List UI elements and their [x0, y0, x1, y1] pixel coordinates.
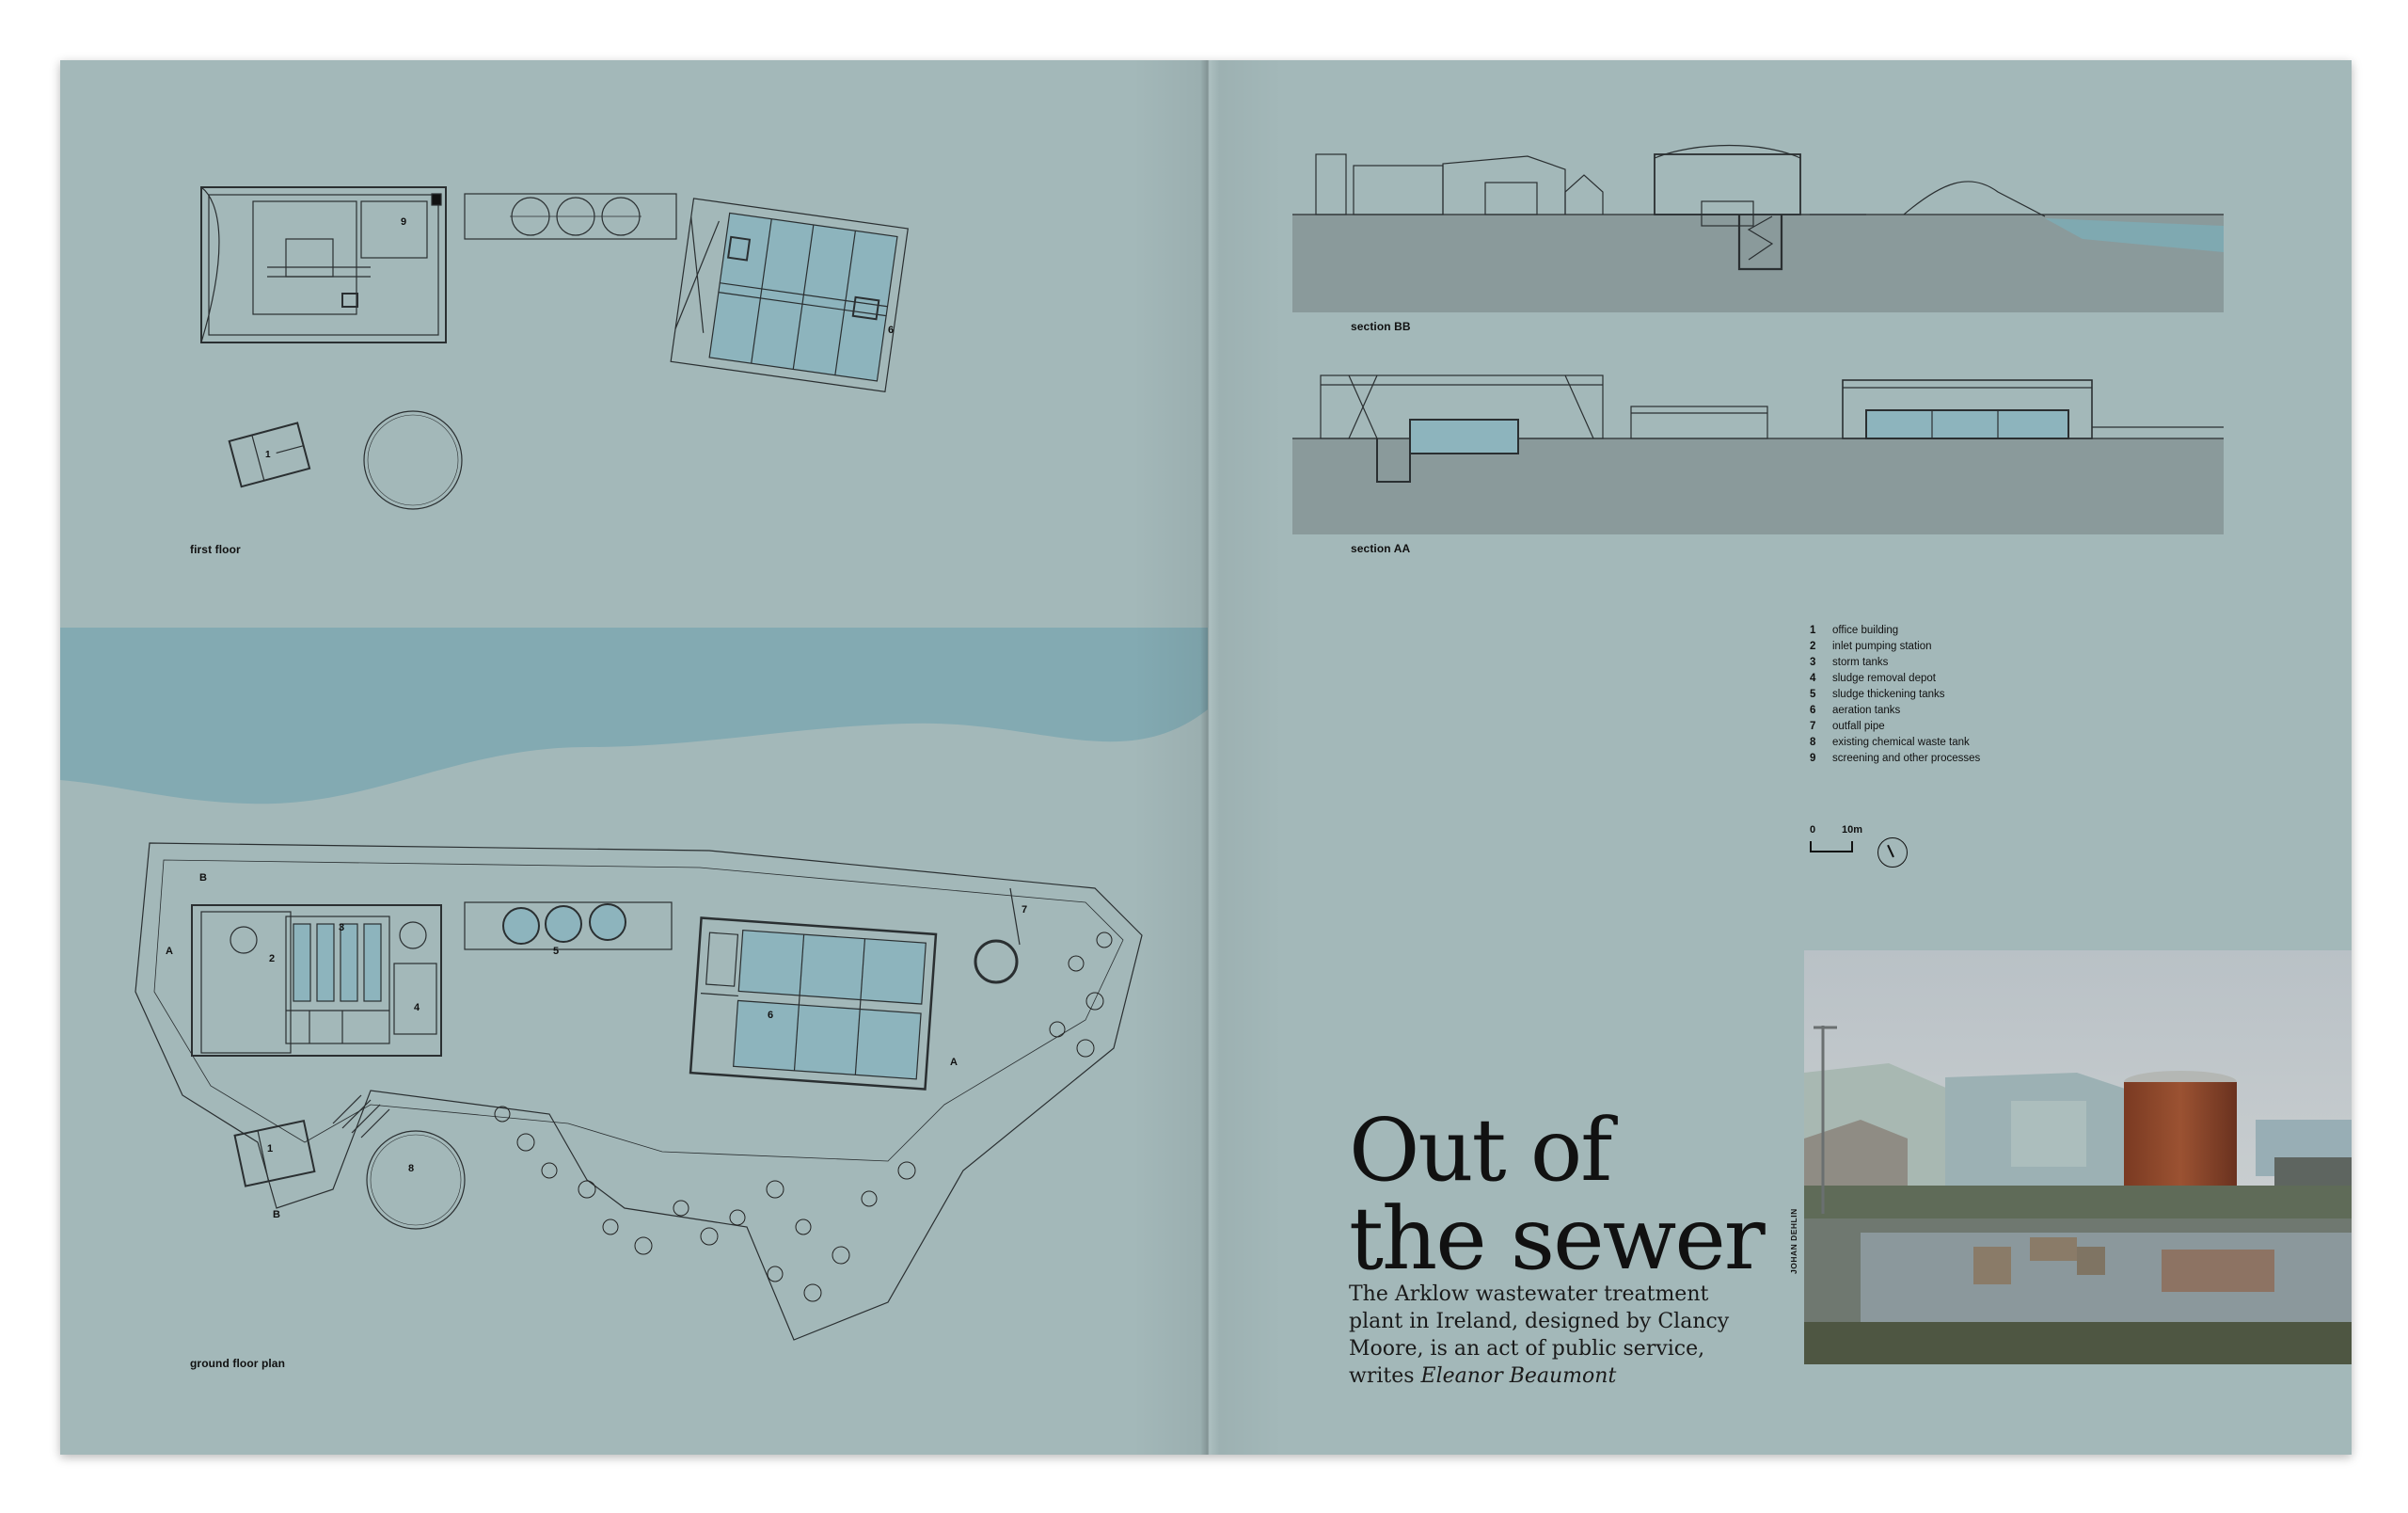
legend-label: aeration tanks	[1832, 705, 1901, 716]
legend-number: 6	[1810, 705, 1816, 716]
ground-floor-caption: ground floor plan	[190, 1357, 286, 1370]
scale-zero-label: 0	[1810, 824, 1816, 836]
photo-credit: JOHAN DEHLIN	[1789, 1208, 1798, 1274]
legend-item	[1810, 703, 1988, 719]
legend-item	[1810, 623, 1988, 639]
plan-label-1-first: 1	[265, 450, 271, 460]
legend-label: office building	[1832, 625, 1899, 636]
author-name: Eleanor Beaumont	[1420, 1364, 1617, 1388]
legend-number: 4	[1810, 673, 1816, 684]
first-floor-plan	[201, 187, 908, 509]
plan-label-2: 2	[269, 953, 276, 964]
scale-ten-label: 10m	[1842, 824, 1863, 836]
section-bb-drawing	[1292, 146, 2224, 313]
ground-floor-plan	[135, 843, 1142, 1340]
section-marker-a-left: A	[166, 946, 173, 957]
plan-legend	[1810, 623, 1988, 767]
legend-label: inlet pumping station	[1832, 641, 1932, 652]
plan-label-6-first: 6	[888, 325, 895, 336]
legend-item	[1810, 687, 1988, 703]
scale-line	[1810, 841, 1853, 852]
magazine-spread	[60, 60, 2352, 1455]
legend-item	[1810, 735, 1988, 751]
legend-item	[1810, 751, 1988, 767]
legend-label: outfall pipe	[1832, 721, 1885, 732]
headline-line-1: Out of	[1349, 1099, 1611, 1201]
section-aa-caption: section AA	[1351, 542, 1411, 555]
legend-number: 7	[1810, 721, 1816, 732]
legend-number: 2	[1810, 641, 1816, 652]
legend-number: 9	[1810, 753, 1816, 764]
legend-item	[1810, 655, 1988, 671]
legend-label: screening and other processes	[1832, 753, 1981, 764]
right-page	[1208, 60, 2352, 1455]
plan-label-8: 8	[408, 1163, 415, 1174]
headline-line-2: the sewer	[1349, 1187, 1764, 1289]
north-arrow-icon	[1877, 837, 1908, 868]
first-floor-caption: first floor	[190, 543, 241, 556]
legend-label: sludge thickening tanks	[1832, 689, 1945, 700]
legend-number: 1	[1810, 625, 1816, 636]
legend-number: 8	[1810, 737, 1816, 748]
section-marker-b-bottom: B	[273, 1209, 280, 1220]
plan-label-5: 5	[553, 946, 560, 957]
section-aa-drawing	[1292, 375, 2224, 534]
plan-label-3: 3	[339, 922, 345, 933]
site-plans-drawing	[60, 60, 1208, 1455]
plant-photograph	[1804, 950, 2352, 1364]
standfirst-text: The Arklow wastewater treatment plant in Ireland, designed by Clancy Moore, is an act of public service, writes	[1349, 1282, 1730, 1388]
scale-bar	[1810, 824, 1941, 871]
legend-number: 5	[1810, 689, 1816, 700]
plan-label-7: 7	[1022, 904, 1028, 916]
legend-label: sludge removal depot	[1832, 673, 1936, 684]
legend-item	[1810, 719, 1988, 735]
article-standfirst	[1349, 1281, 1763, 1390]
plan-label-6-ground: 6	[768, 1010, 774, 1021]
photo-illustration	[1804, 950, 2352, 1364]
plan-label-9: 9	[401, 216, 407, 228]
article-headline	[1349, 1099, 1800, 1289]
legend-item	[1810, 639, 1988, 655]
section-marker-a-right: A	[950, 1057, 958, 1068]
river-water	[60, 628, 1208, 804]
left-page	[60, 60, 1208, 1455]
section-marker-b-top: B	[199, 872, 207, 884]
plan-label-4: 4	[414, 1002, 420, 1013]
legend-item	[1810, 671, 1988, 687]
plan-label-1-ground: 1	[267, 1143, 274, 1155]
legend-number: 3	[1810, 657, 1816, 668]
section-bb-caption: section BB	[1351, 320, 1411, 333]
legend-label: existing chemical waste tank	[1832, 737, 1970, 748]
legend-label: storm tanks	[1832, 657, 1889, 668]
